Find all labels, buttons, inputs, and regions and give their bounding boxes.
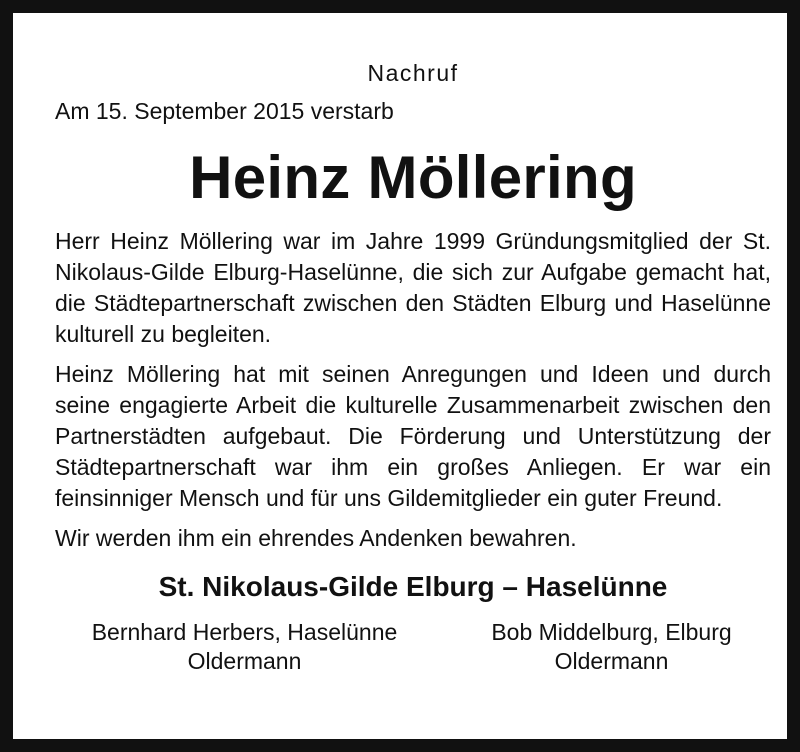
notice-kicker: Nachruf: [367, 60, 459, 86]
paragraph-membership: Herr Heinz Möllering war im Jahre 1999 Gründungsmitglied der St. Nikolaus-Gilde Elburg-Haselünne, die sich zur Aufgabe gemacht hat, die Städtepartnerschaft zwischen den Städten Elburg und Haselünne kulturell zu begleiten.: [55, 228, 771, 347]
signatory-left: [47, 618, 442, 676]
deceased-name: Heinz Möllering: [189, 144, 637, 211]
signatory-right: [453, 618, 770, 676]
signatory-title: Oldermann: [554, 648, 669, 674]
signature-block: [55, 618, 771, 682]
signatory-name: Bob Middelburg, Elburg: [491, 619, 732, 645]
notice-content: [55, 51, 771, 682]
paragraph-remembrance: Wir werden ihm ein ehrendes Andenken bewahren.: [55, 525, 577, 551]
signatory-title: Oldermann: [187, 648, 302, 674]
organization-name: St. Nikolaus-Gilde Elburg – Haselünne: [158, 571, 668, 602]
death-date-line: Am 15. September 2015 verstarb: [55, 98, 394, 124]
paragraph-contribution: Heinz Möllering hat mit seinen Anregungen und Ideen und durch seine engagierte Arbeit die kulturelle Zusammenarbeit zwischen den Partnerstädten aufgebaut. Die Förderung und Unterstützung der Städtepartnerschaft war ihm ein großes Anliegen. Er war ein feinsinniger Mensch und für uns Gildemitglieder ein guter Freund.: [55, 361, 771, 511]
signatory-name: Bernhard Herbers, Haselünne: [91, 619, 398, 645]
